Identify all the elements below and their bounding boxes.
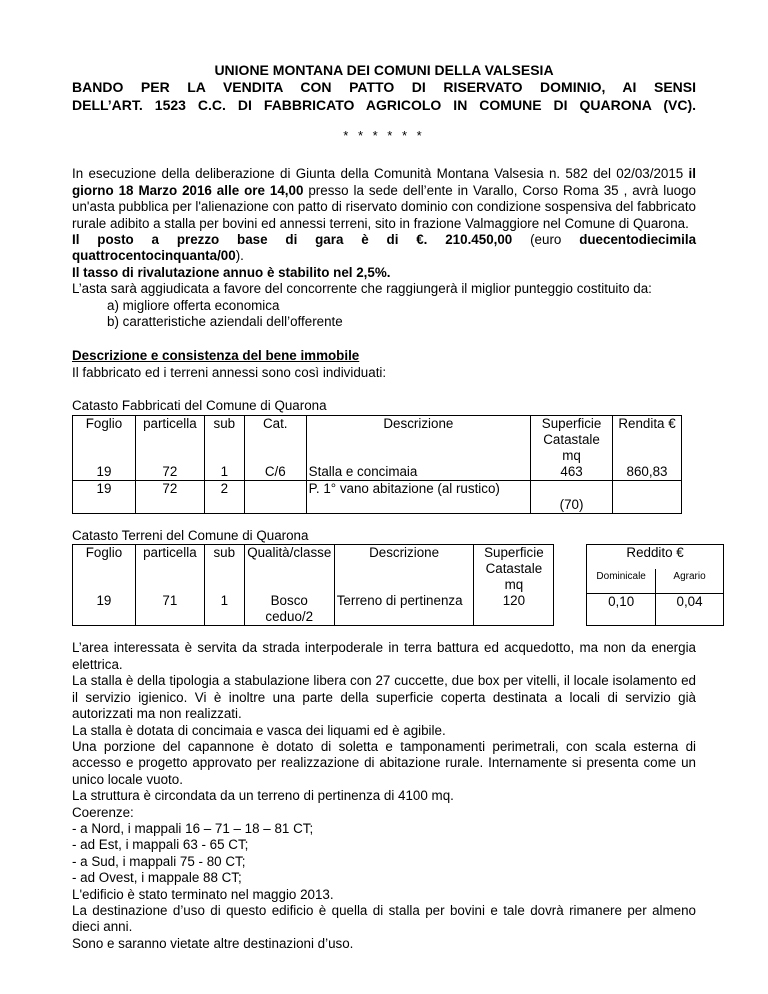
table-row [73,593,724,626]
table-header-cell: Foglio [73,545,136,594]
table-subheader-cell: Dominicale [587,569,656,593]
table-cell: 19 [73,593,136,626]
table-header-cell: particella [135,415,204,464]
list-item: b) caratteristiche aziendali dell’offerente [107,313,343,329]
table-cell: C/6 [244,464,306,481]
table-header-cell: Rendita € [613,415,682,464]
body-paragraph: L'edificio è stato terminato nel maggio 2013. [72,886,334,902]
table-row [73,464,682,481]
body-paragraph: La stalla è della tipologia a stabulazione libera con 27 cuccette, due box per vitelli, il locale isolamento ed il servizio igienico. Vi è inoltre una parte della superficie coperta destinata a locali di servizio già autorizzati ma non realizzati. [72,673,696,722]
table-cell: 71 [135,593,204,626]
table-cell: Stalla e concimaia [306,464,530,481]
document-page [72,62,706,952]
list-item: - a Nord, i mappali 16 – 71 – 18 – 81 CT; [72,820,314,836]
table-header-cell: Superficie Catastale mq [531,415,613,464]
table-cell: P. 1° vano abitazione (al rustico) [306,481,530,514]
description-body [72,640,696,952]
header-subtitle-line1: BANDO PER LA VENDITA CON PATTO DI RISERVATO DOMINIO, AI SENSI [72,79,696,96]
intro-paragraph: In esecuzione della deliberazione di Giunta della Comunità Montana Valsesia n. 582 del 02/03/2015 il giorno 18 Marzo 2016 alle ore 14,00 presso la sede dell’ente in Varallo, Corso Roma 35 , avrà luogo un'asta pubblica per l'alienazione con patto di riservato dominio con condizione sospensiva del fabbricato rurale adibito a stalla per bovini ed annessi terreni, sito in frazione Valmaggiore nel Comune di Quarona. [72,166,696,231]
table-cell: 1 [204,593,244,626]
table-cell [244,481,306,514]
table-cell [613,481,682,514]
table-header-cell: sub [204,545,244,594]
list-item: - ad Est, i mappali 63 - 65 CT; [72,837,249,853]
table-header-cell: Qualità/classe [244,545,334,594]
table-cell: 0,10 [587,593,656,626]
award-criteria: L’asta sarà aggiudicata a favore del concorrente che raggiungerà il miglior punteggio costituito da: [72,281,652,297]
list-item: - a Sud, i mappali 75 - 80 CT; [72,853,246,869]
body-paragraph: La destinazione d’uso di questo edificio è quella di stalla per bovini e tale dovrà rimanere per almeno dieci anni. [72,902,696,935]
header-title: UNIONE MONTANA DEI COMUNI DELLA VALSESIA [214,62,554,78]
table-cell: 72 [135,481,204,514]
base-price-line2: quattrocentocinquanta/00). [72,248,244,264]
table-cell: 463 [531,464,613,481]
table-header-cell: Descrizione [306,415,530,464]
fabbricati-caption: Catasto Fabbricati del Comune di Quarona [72,398,327,414]
terreni-caption: Catasto Terreni del Comune di Quarona [72,528,309,544]
table-cell: Bosco ceduo/2 [244,593,334,626]
table-cell: 2 [204,481,244,514]
base-price-line: Il posto a prezzo base di gara è di €. 210.450,00 (euro duecentodiecimila [72,231,697,247]
table-cell: 19 [73,464,136,481]
table-header-row [73,545,724,569]
table-subheader-cell: Agrario [656,569,724,593]
table-cell: 72 [135,464,204,481]
table-header-cell: particella [135,545,204,594]
table-cell: 120 [474,593,554,626]
revaluation-rate: Il tasso di rivalutazione annuo è stabilito nel 2,5%. [72,264,391,280]
body-paragraph: Una porzione del capannone è dotato di soletta e tamponamenti perimetrali, con scala esterna di accesso e progetto approvato per realizzazione di abitazione rurale. Internamente si presenta come un unico locale vuoto. [72,738,696,787]
table-header-cell: Foglio [73,415,136,464]
table-cell: 0,04 [656,593,724,626]
body-paragraph: La stalla è dotata di concimaia e vasca dei liquami ed è agibile. [72,722,446,738]
table-cell: Terreno di pertinenza [334,593,474,626]
table-header-cell: sub [204,415,244,464]
table-header-cell: Superficie Catastale mq [474,545,554,594]
body-paragraph: Sono e saranno vietate altre destinazioni d’uso. [72,935,354,951]
table-header-row [73,415,682,464]
table-header-cell: Descrizione [334,545,474,594]
table-row [73,481,682,514]
header-subtitle-line2: DELL’ART. 1523 C.C. DI FABBRICATO AGRICOLO IN COMUNE DI QUARONA (VC). [72,96,696,113]
section-heading: Descrizione e consistenza del bene immobile [72,348,360,364]
fabbricati-table [72,415,682,515]
table-cell: 1 [204,464,244,481]
table-cell: 19 [73,481,136,514]
table-spacer [554,545,587,626]
body-paragraph: Coerenze: [72,804,134,820]
body-paragraph: L’area interessata è servita da strada interpoderale in terra battura ed acquedotto, ma non da energia elettrica. [72,640,696,672]
list-item: a) migliore offerta economica [107,297,280,313]
table-cell: (70) [531,481,613,514]
table-header-cell: Reddito € [587,545,724,569]
section-subheading: Il fabbricato ed i terreni annessi sono così individuati: [72,364,387,380]
table-header-cell: Cat. [244,415,306,464]
list-item: - ad Ovest, i mappale 88 CT; [72,870,242,886]
separator: * * * * * * [343,127,425,143]
terreni-table [72,544,724,626]
award-options [72,298,696,331]
body-paragraph: La struttura è circondata da un terreno di pertinenza di 4100 mq. [72,788,454,804]
table-cell: 860,83 [613,464,682,481]
